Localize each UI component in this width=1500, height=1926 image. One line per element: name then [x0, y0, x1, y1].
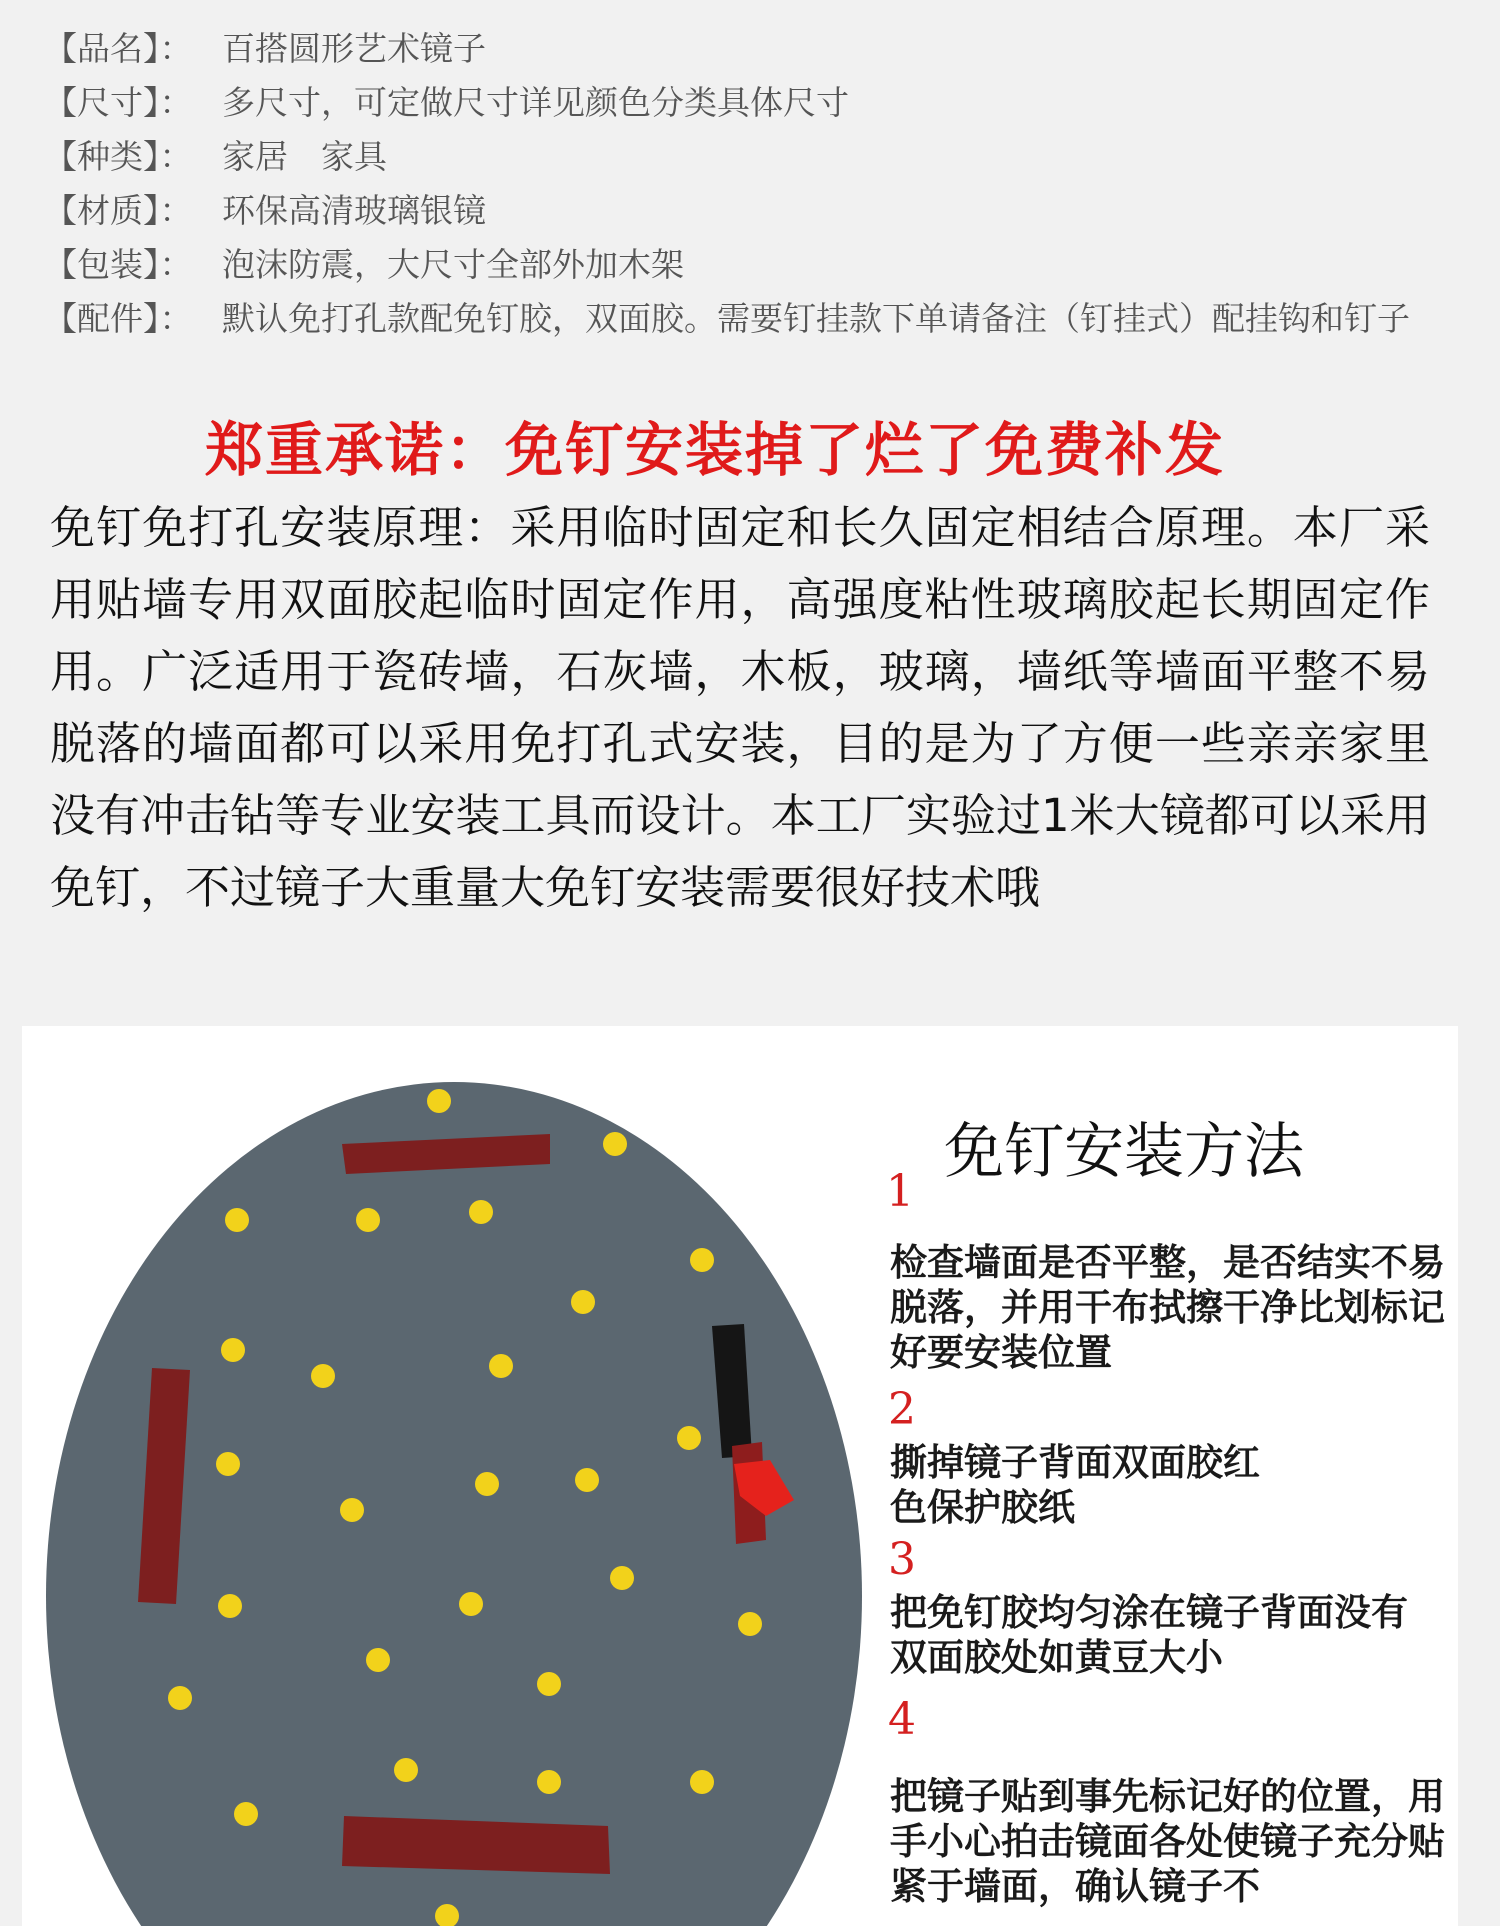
- glue-dot: [537, 1672, 561, 1696]
- glue-dot: [690, 1248, 714, 1272]
- glue-dot: [489, 1354, 513, 1378]
- free-replacement-promise: 郑重承诺：免钉安装掉了烂了免费补发: [204, 416, 1225, 484]
- spec-value: 泡沫防震，大尺寸全部外加木架: [222, 245, 684, 284]
- spec-row-size: [44, 76, 1464, 130]
- glue-dot: [610, 1566, 634, 1590]
- spec-label: 【尺寸】：: [44, 83, 193, 122]
- tape-strip-bottom: [342, 1816, 610, 1874]
- mirror-back-illustration: [22, 1026, 902, 1926]
- step-number: 1: [886, 1166, 914, 1217]
- glue-dot: [394, 1758, 418, 1782]
- glue-dot: [537, 1770, 561, 1794]
- spec-label: 【包装】：: [44, 245, 193, 284]
- spec-value: 家居 家具: [222, 137, 387, 176]
- glue-dot: [218, 1594, 242, 1618]
- spec-row-material: [44, 184, 1464, 238]
- glue-dot: [738, 1612, 762, 1636]
- glue-dot: [216, 1452, 240, 1476]
- glue-dot: [356, 1208, 380, 1232]
- spec-value: 百搭圆形艺术镜子: [222, 29, 486, 68]
- product-specs: [44, 22, 1464, 346]
- step-text: 把镜子贴到事先标记好的位置，用手小心拍击镜面各处使镜子充分贴紧于墙面，确认镜子不: [890, 1774, 1445, 1908]
- glue-dot: [340, 1498, 364, 1522]
- step-text: 撕掉镜子背面双面胶红色保护胶纸: [890, 1440, 1260, 1529]
- installation-principle-text: 免钉免打孔安装原理：采用临时固定和长久固定相结合原理。本厂采用贴墙专用双面胶起临时固定作用，高强度粘性玻璃胶起长期固定作用。广泛适用于瓷砖墙，石灰墙，木板，玻璃，墙纸等墙面平整不易脱落的墙面都可以采用免打孔式安装，目的是为了方便一些亲亲家里没有冲击钻等专业安装工具而设计。本工厂实验过1米大镜都可以采用免钉，不过镜子大重量大免钉安装需要很好技术哦: [50, 501, 1430, 914]
- spec-row-name: [44, 22, 1464, 76]
- spec-row-accessories: [44, 292, 1464, 346]
- spec-label: 【种类】：: [44, 137, 193, 176]
- spec-value: 默认免打孔款配免钉胶，双面胶。需要钉挂款下单请备注（钉挂式）配挂钩和钉子: [222, 299, 1410, 338]
- spec-row-packaging: [44, 238, 1464, 292]
- step-number: 2: [888, 1384, 916, 1435]
- install-method-title: 免钉安装方法: [944, 1117, 1304, 1187]
- glue-dot: [366, 1648, 390, 1672]
- glue-dot: [234, 1802, 258, 1826]
- glue-dot: [225, 1208, 249, 1232]
- glue-dot: [168, 1686, 192, 1710]
- spec-label: 【配件】：: [44, 299, 193, 338]
- glue-dot: [571, 1290, 595, 1314]
- step-number: 3: [888, 1534, 916, 1585]
- install-method-panel: [22, 1026, 1458, 1926]
- spec-value: 多尺寸，可定做尺寸详见颜色分类具体尺寸: [222, 83, 849, 122]
- glue-dot: [475, 1472, 499, 1496]
- glue-dot: [469, 1200, 493, 1224]
- glue-dot: [459, 1592, 483, 1616]
- glue-dot: [575, 1468, 599, 1492]
- glue-dot: [603, 1132, 627, 1156]
- glue-dot: [677, 1426, 701, 1450]
- spec-value: 环保高清玻璃银镜: [222, 191, 486, 230]
- glue-dot: [427, 1089, 451, 1113]
- spec-label: 【品名】：: [44, 29, 193, 68]
- spec-row-type: [44, 130, 1464, 184]
- step-number: 4: [888, 1694, 916, 1745]
- step-text: 把免钉胶均匀涂在镜子背面没有双面胶处如黄豆大小: [890, 1590, 1408, 1679]
- step-text: 检查墙面是否平整，是否结实不易脱落，并用干布拭擦干净比划标记好要安装位置: [890, 1240, 1445, 1374]
- glue-dot: [221, 1338, 245, 1362]
- glue-dot: [311, 1364, 335, 1388]
- spec-label: 【材质】：: [44, 191, 193, 230]
- glue-dot: [690, 1770, 714, 1794]
